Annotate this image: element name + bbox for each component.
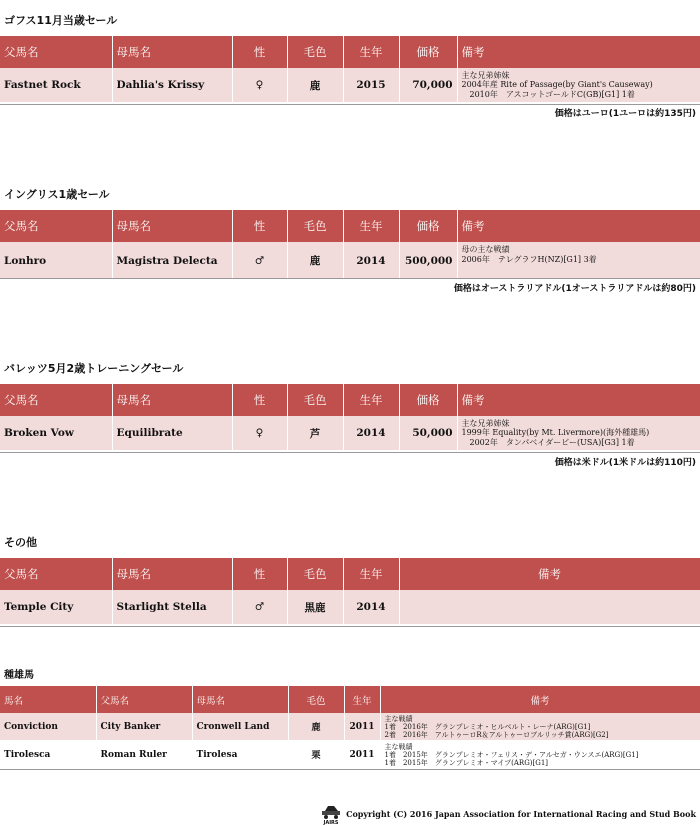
col-sex: 性 <box>232 384 287 416</box>
col-year: 生年 <box>344 686 380 713</box>
col-notes: 備考 <box>457 36 700 68</box>
col-sire: 父馬名 <box>0 36 112 68</box>
table-stallions <box>0 686 700 769</box>
divider <box>0 104 700 105</box>
col-dam: 母馬名 <box>112 384 232 416</box>
table-row <box>0 416 700 451</box>
cell-year: 2014 <box>343 416 399 451</box>
col-sex: 性 <box>232 210 287 242</box>
cell-notes <box>380 713 700 741</box>
cell-year: 2014 <box>343 242 399 280</box>
cell-dam: Magistra Delecta <box>112 242 232 280</box>
copyright-text: Copyright (C) 2016 Japan Association for International Racing and Stud Book <box>346 809 696 819</box>
table-row <box>0 713 700 741</box>
cell-notes <box>380 741 700 769</box>
table-header <box>0 36 700 68</box>
note-line: 2006年 テレグラフH(NZ)[G1] 3着 <box>461 254 597 264</box>
col-notes: 備考 <box>399 558 700 590</box>
section-title-goffs: ゴフス11月当歳セール <box>4 14 118 27</box>
cell-notes <box>457 416 700 451</box>
col-sex: 性 <box>232 558 287 590</box>
cell-sex: ♂ <box>232 590 287 625</box>
cell-color: 鹿 <box>288 713 344 741</box>
col-year: 生年 <box>343 210 399 242</box>
section-title-barretts: バレッツ5月2歳トレーニングセール <box>4 362 184 375</box>
table-other <box>0 558 700 625</box>
col-dam: 母馬名 <box>112 36 232 68</box>
cell-color: 栗 <box>288 741 344 769</box>
col-year: 生年 <box>343 558 399 590</box>
col-price: 価格 <box>399 384 457 416</box>
col-notes: 備考 <box>457 384 700 416</box>
table-goffs <box>0 36 700 103</box>
col-color: 毛色 <box>287 210 343 242</box>
col-dam: 母馬名 <box>192 686 288 713</box>
cell-sire: Lonhro <box>0 242 112 280</box>
cell-sire: Temple City <box>0 590 112 625</box>
table-header <box>0 384 700 416</box>
cell-dam: Tirolesa <box>192 741 288 769</box>
note-line: 1着 2016年 グランプレミオ・ヒルベルト・レーナ(ARG)[G1] <box>384 722 591 731</box>
col-dam: 母馬名 <box>112 210 232 242</box>
cell-sire: Fastnet Rock <box>0 68 112 103</box>
table-barretts <box>0 384 700 451</box>
col-color: 毛色 <box>287 384 343 416</box>
cell-dam: Equilibrate <box>112 416 232 451</box>
table-row <box>0 68 700 103</box>
cell-color: 黒鹿 <box>287 590 343 625</box>
table-row <box>0 741 700 769</box>
cell-color: 鹿 <box>287 68 343 103</box>
cell-sex: ♀ <box>232 68 287 103</box>
note-line: 主な兄弟姉妹 <box>461 418 510 428</box>
section-title-stallions: 種雄馬 <box>4 670 34 681</box>
section-title-other: その他 <box>4 536 37 549</box>
note-line: 2着 2016年 アルトゥーロR＆アルトゥーロブルリッチ賞(ARG)[G2] <box>384 730 609 739</box>
col-price: 価格 <box>399 36 457 68</box>
cell-name: Conviction <box>0 713 96 741</box>
cell-sire: Broken Vow <box>0 416 112 451</box>
divider <box>0 278 700 279</box>
logo-text: JAIRS <box>323 820 339 825</box>
cell-color: 芦 <box>287 416 343 451</box>
note-line: 2004年産 Rite of Passage(by Giant's Causeway) <box>461 80 653 90</box>
note-line: 1着 2015年 グランプレミオ・マイプ(ARG)[G1] <box>384 758 549 767</box>
cell-dam: Cronwell Land <box>192 713 288 741</box>
cell-year: 2015 <box>343 68 399 103</box>
col-sire: 父馬名 <box>96 686 192 713</box>
cell-name: Tirolesca <box>0 741 96 769</box>
cell-price: 50,000 <box>399 416 457 451</box>
price-note-inglis: 価格はオーストラリアドル(1オーストラリアドルは約80円) <box>453 284 696 294</box>
cell-year: 2011 <box>344 741 380 769</box>
divider <box>0 626 700 627</box>
cell-sire: City Banker <box>96 713 192 741</box>
note-line: 主な兄弟姉妹 <box>461 70 510 80</box>
note-line: 2002年 タンパベイダービー(USA)[G3] 1着 <box>461 437 635 447</box>
col-sire: 父馬名 <box>0 384 112 416</box>
note-line: 2010年 アスコットゴールドC(GB)[G1] 1着 <box>461 89 635 99</box>
cell-price: 500,000 <box>399 242 457 280</box>
col-year: 生年 <box>343 384 399 416</box>
col-sex: 性 <box>232 36 287 68</box>
col-name: 馬名 <box>0 686 96 713</box>
price-note-barretts: 価格は米ドル(1米ドルは約110円) <box>554 458 696 468</box>
table-row <box>0 242 700 280</box>
cell-notes <box>457 242 700 280</box>
col-color: 毛色 <box>287 36 343 68</box>
cell-price: 70,000 <box>399 68 457 103</box>
col-color: 毛色 <box>288 686 344 713</box>
col-sire: 父馬名 <box>0 210 112 242</box>
cell-dam: Dahlia's Krissy <box>112 68 232 103</box>
col-year: 生年 <box>343 36 399 68</box>
footer <box>320 803 696 825</box>
col-sire: 父馬名 <box>0 558 112 590</box>
col-dam: 母馬名 <box>112 558 232 590</box>
note-line: 主な戦績 <box>384 714 413 723</box>
jairs-logo-icon <box>320 803 342 825</box>
table-header <box>0 558 700 590</box>
divider <box>0 452 700 453</box>
section-title-inglis: イングリス1歳セール <box>4 188 110 201</box>
note-line: 母の主な戦績 <box>461 245 510 254</box>
note-line: 1999年 Equality(by Mt. Livermore)(海外種雄馬) <box>461 428 650 438</box>
cell-year: 2014 <box>343 590 399 625</box>
cell-notes <box>399 590 700 625</box>
divider <box>0 769 700 770</box>
table-header <box>0 686 700 713</box>
table-header <box>0 210 700 242</box>
cell-notes <box>457 68 700 103</box>
cell-color: 鹿 <box>287 242 343 280</box>
cell-sire: Roman Ruler <box>96 741 192 769</box>
price-note-goffs: 価格はユーロ(1ユーロは約135円) <box>554 109 696 119</box>
table-row <box>0 590 700 625</box>
col-notes: 備考 <box>457 210 700 242</box>
note-line: 1着 2015年 グランプレミオ・フェリス・デ・アルセガ・ウンスエ(ARG)[G1] <box>384 750 639 759</box>
cell-sex: ♂ <box>232 242 287 280</box>
cell-sex: ♀ <box>232 416 287 451</box>
cell-year: 2011 <box>344 713 380 741</box>
col-notes: 備考 <box>380 686 700 713</box>
col-price: 価格 <box>399 210 457 242</box>
note-line: 主な戦績 <box>384 742 413 751</box>
table-inglis <box>0 210 700 280</box>
cell-dam: Starlight Stella <box>112 590 232 625</box>
col-color: 毛色 <box>287 558 343 590</box>
